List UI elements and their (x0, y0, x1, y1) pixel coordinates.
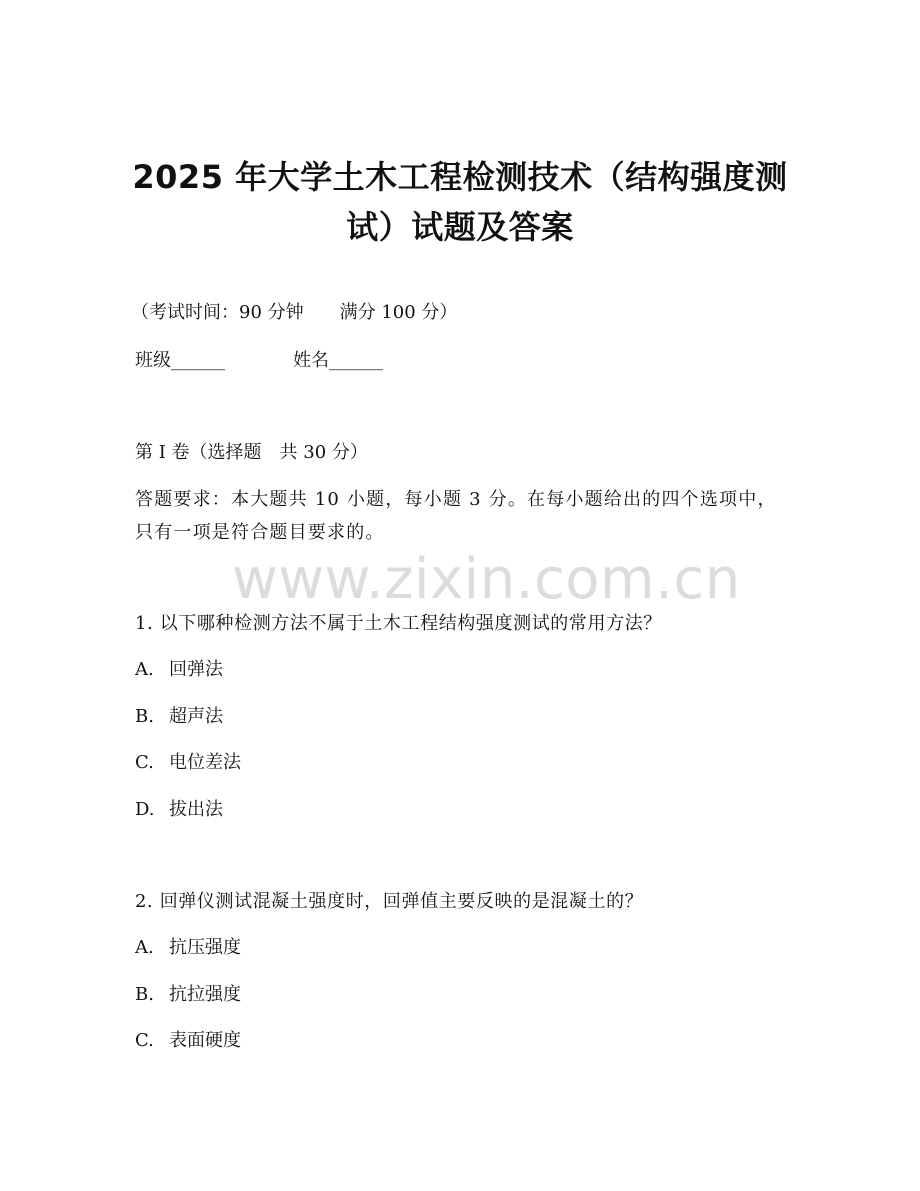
section-heading: 第 I 卷（选择题 共 30 分） (135, 442, 368, 463)
option-text: 抗压强度 (169, 937, 241, 958)
question-2: 2. 回弹仪测试混凝土强度时，回弹值主要反映的是混凝土的？ (135, 891, 644, 912)
option-text: 回弹法 (169, 659, 223, 680)
option-text: 电位差法 (169, 752, 241, 773)
question-1-option-a (135, 659, 223, 681)
document-title (120, 152, 800, 252)
title-line-1: 2025 年大学土木工程检测技术（结构强度测 (132, 158, 788, 196)
question-1: 1. 以下哪种检测方法不属于土木工程结构强度测试的常用方法？ (135, 613, 662, 634)
question-2-option-a (135, 937, 241, 959)
exam-info: （考试时间：90 分钟 满分 100 分） (131, 302, 458, 323)
option-letter: B. (135, 706, 154, 727)
option-letter: C. (135, 752, 154, 773)
option-text: 拔出法 (169, 799, 223, 820)
question-2-option-b (135, 984, 241, 1006)
question-2-option-c (135, 1030, 241, 1052)
question-1-option-d (135, 799, 223, 821)
question-1-option-c (135, 752, 241, 774)
option-text: 表面硬度 (169, 1030, 241, 1051)
watermark: www.zixin.com.cn (232, 547, 741, 612)
title-line-2: 试）试题及答案 (346, 208, 574, 246)
question-1-option-b (135, 706, 223, 728)
option-text: 超声法 (169, 706, 223, 727)
name-field: 姓名______ (293, 350, 383, 371)
class-field: 班级______ (135, 350, 225, 371)
option-letter: B. (135, 984, 154, 1005)
option-letter: C. (135, 1030, 154, 1051)
option-text: 抗拉强度 (169, 984, 241, 1005)
option-letter: A. (135, 937, 154, 958)
option-letter: A. (135, 659, 154, 680)
instructions: 答题要求：本大题共 10 小题，每小题 3 分。在每小题给出的四个选项中，只有一项是符合题目要求的。 (135, 489, 777, 543)
option-letter: D. (135, 799, 155, 820)
